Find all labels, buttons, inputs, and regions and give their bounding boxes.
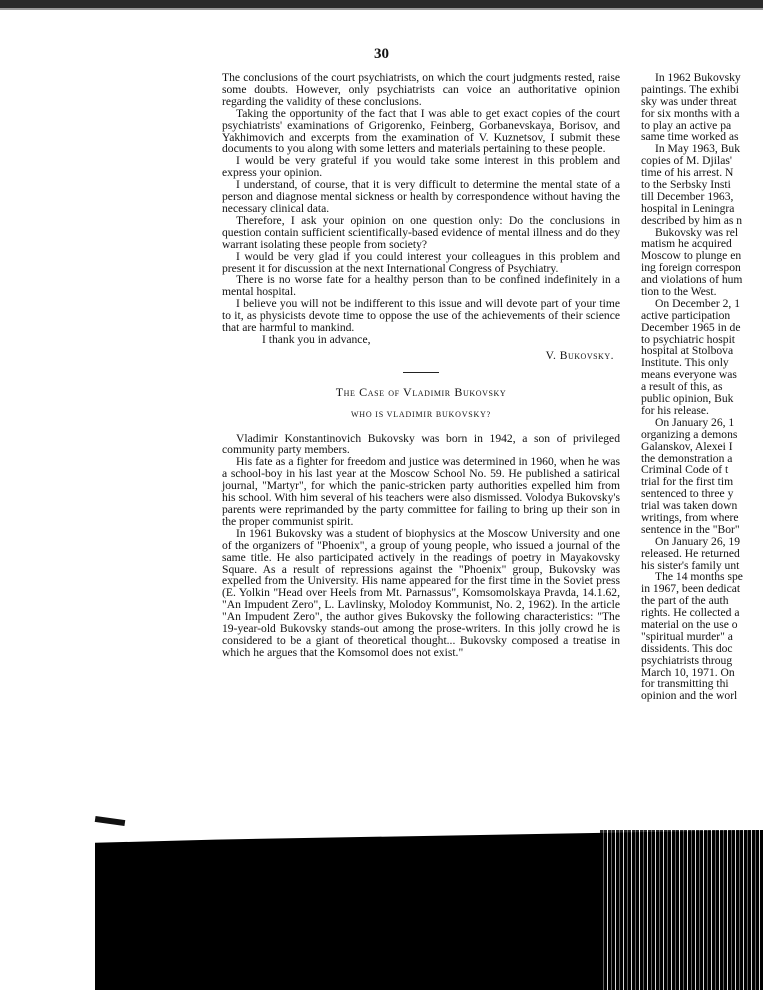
right-column-line: tion to the West. (641, 285, 717, 299)
right-column-line: paintings. The exhibi (641, 82, 739, 96)
right-column-line: described by him as n (641, 213, 743, 227)
right-column-line: public opinion, Buk (641, 392, 734, 406)
section-subtitle: WHO IS VLADIMIR BUKOVSKY? (350, 409, 492, 419)
right-column-line: Moscow to plunge en (641, 249, 742, 263)
right-column-line: till December 1963, (641, 189, 734, 203)
right-column-line: released. He returned (641, 546, 740, 560)
right-column-line: trial for the first tim (641, 475, 734, 489)
right-column-line: Institute. This only (641, 356, 729, 370)
right-column-line: the demonstration a (641, 451, 733, 465)
paragraph: Vladimir Konstantinovich Bukovsky was born in 1942, a son of privileged community party members. (222, 431, 620, 457)
right-column-line: dissidents. This doc (641, 641, 733, 655)
right-column-line: On January 26, 1 (655, 415, 735, 429)
scan-artifact-strip (95, 816, 126, 826)
right-column-line: to psychiatric hospit (641, 332, 736, 346)
right-column-line: to the Serbsky Insti (641, 178, 731, 192)
paragraph: I believe you will not be indifferent to this issue and will devote part of your time to it, as physicists devote time to oppose the use of the achievements of their science that are harmful to mankind. (222, 297, 620, 335)
paragraph: His fate as a fighter for freedom and justice was determined in 1960, when he was a school-boy in his last year at the Moscow School No. 59. He published a satirical journal, "Martyr", for which the panic-stricken party authorities expelled him from his school. With him several of his teachers were also dismissed. Volodya Bukovsky's parents were reprimanded by the party committee for failing to bring up their son in the proper communist spirit. (222, 455, 620, 528)
right-column-line: matism he acquired (641, 237, 732, 251)
right-column-line: for his release. (641, 403, 709, 417)
right-column-line: to play an active pa (641, 118, 732, 132)
section-title: The Case of Vladimir Bukovsky (335, 384, 507, 399)
right-column-line: trial was taken down (641, 499, 738, 513)
scan-noise-region (600, 830, 763, 990)
scan-top-edge-shadow (0, 8, 763, 10)
right-column-line: On January 26, 19 (655, 534, 741, 548)
signature: V. Bukovsky. (545, 348, 614, 362)
right-column-line: On December 2, 1 (655, 296, 740, 310)
right-column-line: In May 1963, Buk (655, 142, 741, 156)
right-column-line: organizing a demons (641, 427, 738, 441)
right-column-line: copies of M. Djilas' (641, 154, 732, 168)
paragraph: Therefore, I ask your opinion on one question only: Do the conclusions in question contain sufficient scientifically-based evidence of mental illness and do they warrant isolating these people from society? (222, 213, 620, 251)
paragraph: I understand, of course, that it is very difficult to determine the mental state of a person and diagnose mental sickness or health by correspondence without having the necessary clinical data. (222, 178, 620, 215)
paragraph: The conclusions of the court psychiatrists, on which the court judgments rested, raise some doubts. However, only psychiatrists can voice an authoritative opinion regarding the validity of these conclusions. (222, 71, 620, 108)
scan-bottom-shadow (0, 800, 763, 990)
section-divider (403, 372, 439, 373)
right-column-line: sentenced to three y (641, 487, 734, 501)
right-column-line: March 10, 1971. On (641, 665, 735, 679)
right-column-line: In 1962 Bukovsky (655, 72, 741, 84)
right-column-line: hospital in Leningra (641, 201, 735, 215)
right-column-line: for transmitting thi (641, 677, 729, 691)
right-column-line: sky was under threat (641, 94, 737, 108)
left-column (222, 72, 620, 659)
right-column-line: a result of this, as (641, 380, 723, 394)
right-column-cropped (641, 72, 763, 762)
right-column-line: opinion and the worl (641, 689, 738, 703)
right-column-line: the part of the auth (641, 594, 729, 608)
right-column-line: rights. He collected a (641, 606, 740, 620)
right-column-line: "spiritual murder" a (641, 629, 733, 643)
right-column-line: means everyone was (641, 368, 737, 382)
paragraph: In 1961 Bukovsky was a student of biophysics at the Moscow University and one of the organizers of "Phoenix", a group of young people, who issued a journal of the same title. He also participated actively in the readings of poetry in Mayakovsky Square. As a result of repressions against the "Phoenix" group, Bukovsky was expelled from the University. His name appeared for the first time in the Soviet press (E. Yolkin "Head over Heels from Mt. Parnassus", Komsomolskaya Pravda, 14.1.62, "An Impudent Zero", L. Lavlinsky, Molodoy Kommunist, No. 2, 1962). In the article "An Impudent Zero", the author gives Bukovsky the following characteristics: "The 19-year-old Bukovsky stands-out among the prose-writers. In this jolly crowd he is considered to be a giant of theoretical thought... Bukovsky composed a treatise in which he argues that the Komsomol does not exist." (222, 526, 620, 659)
right-column-line: for six months with a (641, 106, 740, 120)
right-column-line: time of his arrest. N (641, 166, 734, 180)
right-column-line: material on the use o (641, 617, 738, 631)
right-column-line: hospital at Stolbova (641, 344, 734, 358)
right-column-line: same time worked as (641, 130, 739, 144)
right-column-line: December 1965 in de (641, 320, 741, 334)
scan-top-edge (0, 0, 763, 8)
right-column-line: writings, from where (641, 510, 739, 524)
right-column-line: Galanskov, Alexei I (641, 439, 733, 453)
right-column-line: his sister's family unt (641, 558, 740, 572)
right-column-line: ing foreign correspon (641, 261, 741, 275)
right-column-line: The 14 months spe (655, 570, 743, 584)
closing-line: I thank you in advance, (262, 332, 371, 346)
right-column-line: and violations of hum (641, 273, 743, 287)
right-column-line: Bukovsky was rel (655, 225, 739, 239)
right-column-line: Criminal Code of t (641, 463, 729, 477)
right-column-line: in 1967, been dedicat (641, 582, 741, 596)
paragraph: I would be very glad if you could interest your colleagues in this problem and present it for discussion at the next International Congress of Psychiatry. (222, 249, 620, 275)
right-column-line: sentence in the "Bor" (641, 522, 740, 536)
page-number: 30 (374, 46, 389, 62)
paragraph: There is no worse fate for a healthy person than to be confined indefinitely in a mental hospital. (222, 273, 620, 299)
right-column-line: psychiatrists throug (641, 653, 733, 667)
paragraph: Taking the opportunity of the fact that I was able to get exact copies of the court psychiatrists' examinations of Grigorenko, Feinberg, Gorbanevskaya, Borisov, and Yakhimovich and excerpts from the examination of V. Kuznetsov, I submit these documents to you along with some letters and materials pertaining to these people. (222, 106, 620, 156)
right-column-line: active participation (641, 308, 731, 322)
paragraph: I would be very grateful if you would take some interest in this problem and express your opinion. (222, 154, 620, 180)
